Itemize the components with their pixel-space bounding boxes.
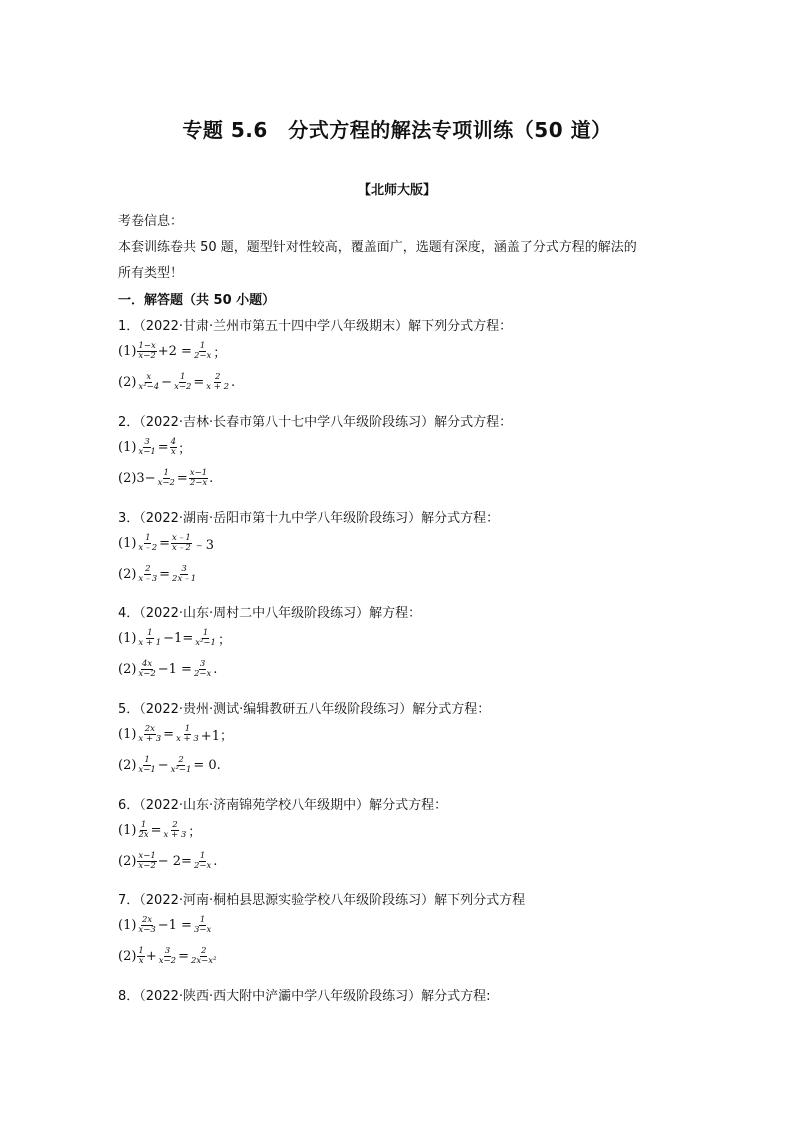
equation-text: − — [157, 758, 169, 773]
equation-text: = — [176, 471, 188, 486]
problem-header: 1．（2022·甘肃·兰州市第五十四中学八年级期末）解下列分式方程： — [118, 319, 513, 334]
fraction-denominator: x + 3 — [138, 734, 162, 744]
fraction — [194, 629, 217, 648]
equation-text: +1； — [200, 729, 233, 744]
fraction-denominator: 2−x — [193, 351, 212, 361]
fraction-denominator: x﹣2 — [172, 543, 191, 553]
equation-text: . — [213, 662, 218, 677]
fraction-denominator: 2x — [138, 830, 149, 840]
fraction-numerator: x−1 — [189, 468, 208, 478]
fraction — [175, 725, 200, 744]
equation-row — [118, 534, 214, 553]
equation-text: . — [231, 375, 236, 390]
equation-text: . — [209, 471, 214, 486]
fraction — [189, 469, 208, 488]
fraction — [193, 852, 212, 871]
fraction-numerator: 3 — [144, 437, 150, 447]
fraction — [137, 565, 158, 584]
fraction-numerator: 2 — [172, 820, 178, 830]
fraction-denominator: x−1 — [138, 447, 156, 457]
fraction-numerator: 1 — [138, 946, 144, 956]
equation-row — [118, 947, 219, 966]
equation-row — [118, 852, 217, 871]
problem-header: 3．（2022·湖南·岳阳市第十九中学八年级阶段练习）解分式方程： — [118, 511, 500, 526]
fraction — [190, 947, 218, 966]
fraction-numerator: 4 — [170, 437, 177, 447]
intro-label: 考卷信息： — [118, 214, 184, 229]
fraction-numerator: 1 — [140, 820, 147, 830]
edition-label: 【北师大版】 — [357, 183, 436, 198]
fraction — [137, 852, 156, 871]
equation-label: (1) — [118, 440, 137, 455]
fraction-numerator: 2 — [214, 372, 221, 382]
fraction-numerator: 4x — [141, 659, 153, 669]
equation-label: (2) — [118, 758, 137, 773]
fraction-denominator: x﹣2 — [138, 543, 158, 553]
equation-row — [118, 565, 198, 584]
equation-text: 3− — [136, 471, 156, 486]
fraction-denominator: x−2 — [158, 956, 177, 966]
fraction-denominator: x−2 — [174, 382, 192, 392]
fraction — [157, 469, 176, 488]
equation-label: (1) — [118, 727, 137, 742]
fraction — [137, 660, 156, 679]
fraction-denominator: x−2 — [157, 478, 175, 488]
fraction-numerator: 1 — [202, 628, 209, 638]
equation-text: = — [150, 823, 162, 838]
equation-label: (1) — [118, 536, 137, 551]
fraction-numerator: 3 — [199, 659, 206, 669]
equation-text: = — [159, 567, 171, 582]
fraction-denominator: 2−x — [193, 861, 212, 871]
equation-text: ； — [217, 633, 231, 648]
fraction — [173, 373, 192, 392]
equation-label: (1) — [118, 344, 137, 359]
fraction — [137, 373, 160, 392]
fraction-numerator: 2 — [201, 946, 207, 956]
fraction-numerator: x — [146, 372, 152, 382]
equation-label: (2) — [118, 949, 137, 964]
equation-label: (1) — [118, 631, 137, 646]
fraction-numerator: 1 — [163, 468, 169, 478]
fraction — [170, 756, 193, 775]
fraction-numerator: 1 — [199, 915, 206, 925]
fraction-denominator: x — [138, 956, 144, 966]
fraction-denominator: x²−4 — [138, 382, 160, 392]
fraction — [170, 438, 177, 457]
fraction-denominator: x + 2 — [206, 382, 230, 392]
fraction-numerator: 1 — [184, 724, 191, 734]
fraction — [137, 916, 156, 935]
fraction — [137, 725, 162, 744]
equation-label: (2) — [118, 471, 137, 486]
equation-row — [118, 725, 233, 744]
fraction-denominator: x + 3 — [176, 734, 199, 744]
equation-label: (1) — [118, 918, 137, 933]
fraction-numerator: 2 — [178, 755, 184, 765]
equation-text: −1= — [163, 631, 194, 646]
equation-text: = — [193, 375, 205, 390]
fraction-denominator: 2−x — [193, 669, 212, 679]
fraction-numerator: 1 — [145, 533, 151, 543]
equation-text: − — [161, 375, 173, 390]
fraction-numerator: 2x — [141, 915, 153, 925]
fraction-numerator: 3 — [164, 946, 171, 956]
fraction-denominator: x−2 — [138, 861, 156, 871]
equation-text: +2 = — [157, 344, 192, 359]
problem-header: 4．（2022·山东·周村二中八年级阶段练习）解方程： — [118, 606, 422, 621]
page-title: 专题 5.6 分式方程的解法专项训练（50 道） — [182, 118, 612, 142]
equation-row — [118, 916, 213, 935]
fraction — [137, 534, 158, 553]
fraction — [205, 373, 230, 392]
fraction-denominator: x — [170, 447, 176, 457]
problem-header: 2．（2022·吉林·长春市第八十七中学八年级阶段练习）解分式方程： — [118, 415, 513, 430]
equation-text: ﹣3 — [192, 538, 215, 553]
problem-header: 8．（2022·陕西·西大附中浐灞中学八年级阶段练习）解分式方程: — [118, 989, 491, 1004]
fraction-numerator: x−1 — [138, 851, 156, 861]
equation-row — [118, 342, 226, 361]
fraction-denominator: 2x−x² — [190, 956, 217, 966]
equation-text: + — [145, 949, 157, 964]
fraction-numerator: 1 — [199, 851, 206, 861]
equation-text: −1 = — [157, 662, 192, 677]
fraction-denominator: x−3 — [138, 925, 156, 935]
fraction — [171, 565, 197, 584]
equation-text: = — [178, 949, 189, 964]
equation-row — [118, 629, 231, 648]
fraction — [137, 821, 149, 840]
equation-text: −1 = — [157, 918, 192, 933]
intro-line-1: 本套训练卷共 50 题，题型针对性较高，覆盖面广，选题有深度，涵盖了分式方程的解法的 — [118, 240, 637, 255]
fraction-numerator: 3 — [181, 564, 187, 574]
fraction-denominator: x﹣3 — [138, 574, 158, 584]
fraction — [137, 756, 156, 775]
equation-text: . — [213, 854, 218, 869]
problem-header: 5．（2022·贵州·测试·编辑教研五八年级阶段练习）解分式方程： — [118, 702, 491, 717]
intro-line-2: 所有类型！ — [118, 266, 184, 281]
equation-label: (2) — [118, 854, 137, 869]
equation-text: − 2= — [157, 854, 192, 869]
equation-label: (2) — [118, 662, 137, 677]
fraction-numerator: 1 — [147, 628, 153, 638]
fraction — [158, 947, 177, 966]
equation-row — [118, 821, 201, 840]
fraction-denominator: x + 3 — [163, 830, 187, 840]
fraction-denominator: x−2 — [138, 351, 156, 361]
fraction-numerator: 1−x — [138, 341, 156, 351]
fraction-denominator: 2−x — [189, 478, 208, 488]
fraction-numerator: 2x — [144, 724, 155, 734]
fraction-numerator: x﹣1 — [172, 533, 191, 543]
fraction-numerator: 1 — [144, 755, 150, 765]
equation-text: = — [157, 440, 169, 455]
equation-row — [118, 660, 217, 679]
fraction — [137, 629, 162, 648]
fraction-denominator: 3−x — [193, 925, 212, 935]
fraction — [193, 916, 212, 935]
fraction — [171, 534, 192, 553]
problem-header: 6．（2022·山东·济南锦苑学校八年级期中）解分式方程： — [118, 798, 448, 813]
fraction-numerator: 1 — [199, 341, 206, 351]
fraction — [163, 821, 188, 840]
fraction — [137, 438, 156, 457]
equation-label: (2) — [118, 567, 137, 582]
section-heading: 一．解答题（共 50 小题） — [118, 293, 276, 308]
problem-header: 7．（2022·河南·桐柏县思源实验学校八年级阶段练习）解下列分式方程 — [118, 893, 526, 908]
equation-text: ； — [188, 825, 202, 840]
fraction — [193, 660, 212, 679]
fraction-denominator: x²−1 — [195, 638, 216, 648]
fraction — [193, 342, 212, 361]
equation-text: = — [159, 536, 171, 551]
fraction-numerator: 1 — [180, 372, 186, 382]
fraction-denominator: x²−1 — [170, 765, 192, 775]
equation-text: = 0. — [193, 758, 221, 773]
fraction — [137, 342, 156, 361]
fraction-numerator: 2 — [145, 564, 151, 574]
equation-text: ； — [213, 346, 227, 361]
fraction-denominator: x + 1 — [138, 638, 162, 648]
equation-row — [118, 469, 213, 488]
equation-label: (2) — [118, 375, 137, 390]
fraction-denominator: x−2 — [138, 669, 156, 679]
equation-row — [118, 373, 235, 392]
fraction-denominator: 2x﹣1 — [172, 574, 197, 584]
fraction-denominator: x−1 — [138, 765, 156, 775]
equation-label: (1) — [118, 823, 137, 838]
fraction — [137, 947, 144, 966]
equation-row — [118, 438, 191, 457]
equation-text: ； — [178, 442, 192, 457]
equation-row — [118, 756, 221, 775]
equation-text: = — [163, 727, 175, 742]
